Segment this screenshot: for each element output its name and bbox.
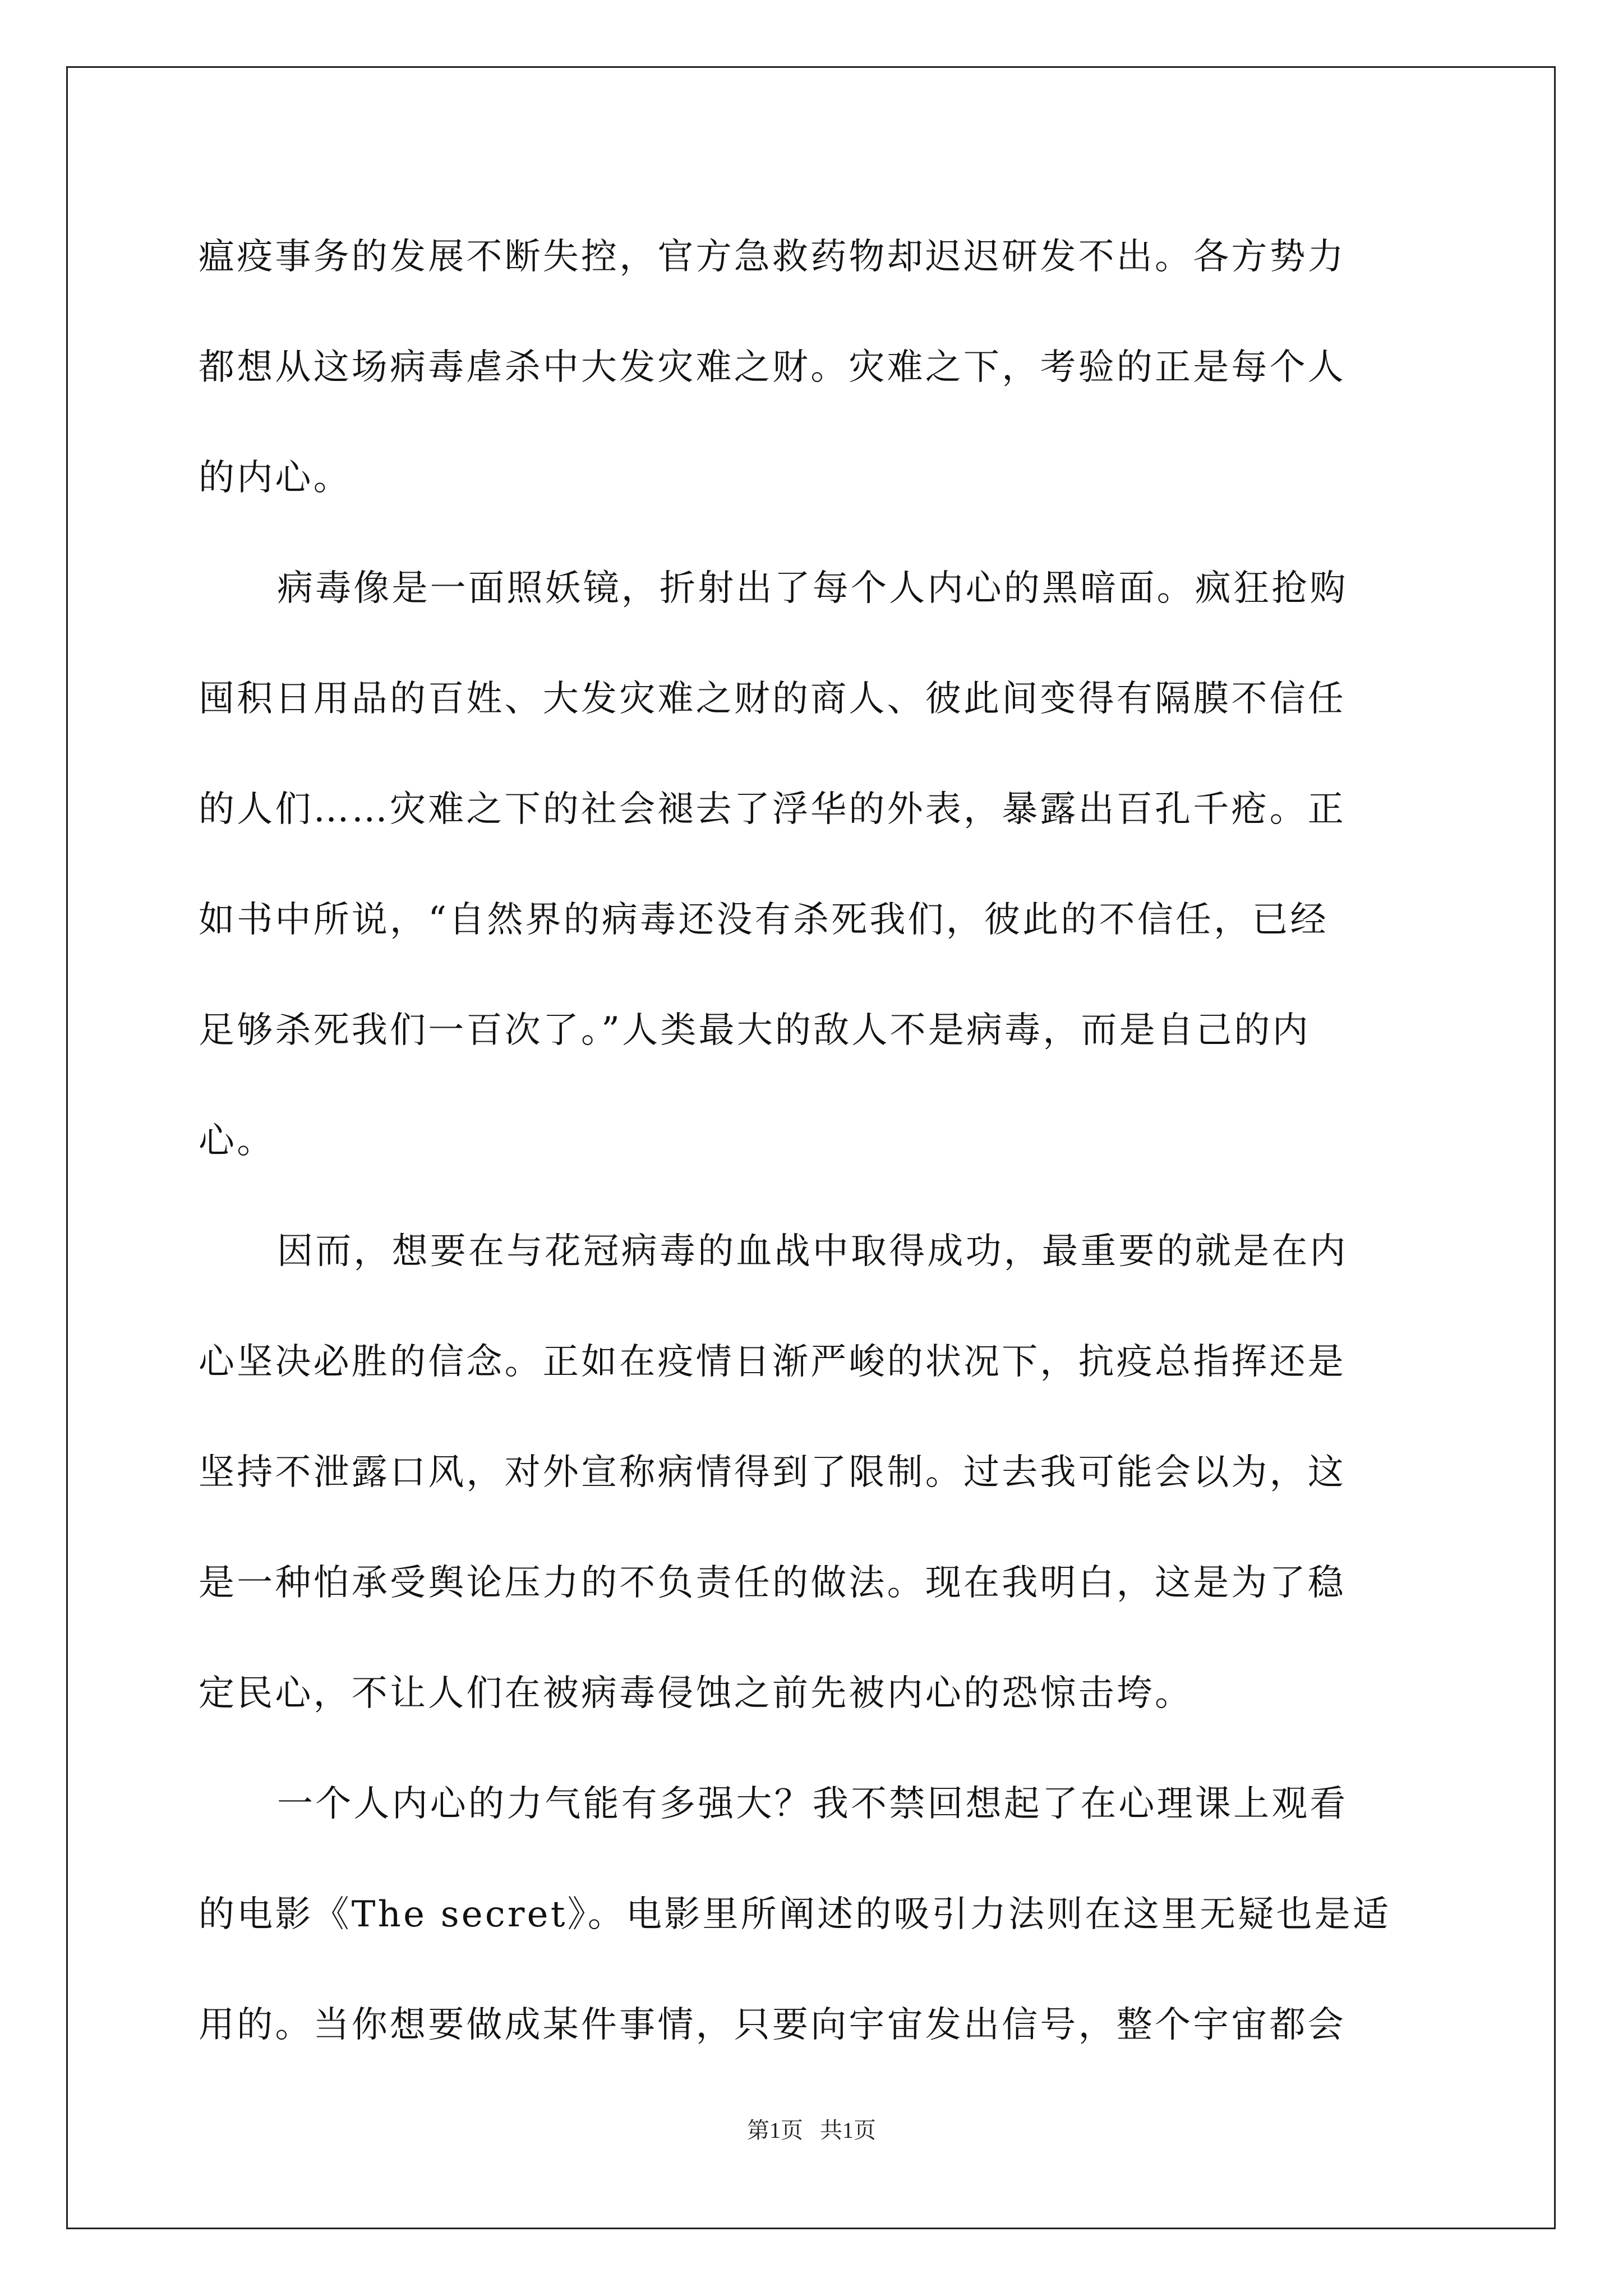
- text-line: 如书中所说，“自然界的病毒还没有杀死我们，彼此的不信任，已经: [199, 899, 1329, 941]
- page-number-total: 共1页: [820, 2118, 876, 2143]
- text-line: 的人们……灾难之下的社会褪去了浮华的外表，暴露出百孔千疮。正: [199, 789, 1346, 830]
- text-line: 定民心，不让人们在被病毒侵蚀之前先被内心的恐惊击垮。: [199, 1673, 1193, 1714]
- paragraph-start-line: 一个人内心的力气能有多强大？我不禁回想起了在心理课上观看: [277, 1783, 1348, 1825]
- paragraph-start-line: 病毒像是一面照妖镜，折射出了每个人内心的黑暗面。疯狂抢购: [277, 568, 1348, 609]
- page-number-current: 第1页: [747, 2118, 803, 2143]
- text-line: 都想从这场病毒虐杀中大发灾难之财。灾难之下，考验的正是每个人: [199, 347, 1346, 388]
- text-line: 是一种怕承受舆论压力的不负责任的做法。现在我明白，这是为了稳: [199, 1562, 1346, 1604]
- text-line: 瘟疫事务的发展不断失控，官方急救药物却迟迟研发不出。各方势力: [199, 236, 1346, 278]
- text-line: 心坚决必胜的信念。正如在疫情日渐严峻的状况下，抗疫总指挥还是: [199, 1341, 1346, 1383]
- text-line: 的电影《The secret》。电影里所阐述的吸引力法则在这里无疑也是适: [199, 1894, 1391, 1935]
- document-body: [199, 202, 1429, 2081]
- text-line: 囤积日用品的百姓、大发灾难之财的商人、彼此间变得有隔膜不信任: [199, 678, 1346, 720]
- page-footer: [0, 2119, 1623, 2142]
- text-line: 坚持不泄露口风，对外宣称病情得到了限制。过去我可能会以为，这: [199, 1452, 1346, 1493]
- text-line: 足够杀死我们一百次了。”人类最大的敌人不是病毒，而是自己的内: [199, 1010, 1311, 1051]
- text-line: 用的。当你想要做成某件事情，只要向宇宙发出信号，整个宇宙都会: [199, 2004, 1346, 2046]
- text-line: 的内心。: [199, 457, 352, 499]
- text-line: 心。: [199, 1120, 275, 1162]
- paragraph-start-line: 因而，想要在与花冠病毒的血战中取得成功，最重要的就是在内: [277, 1231, 1348, 1272]
